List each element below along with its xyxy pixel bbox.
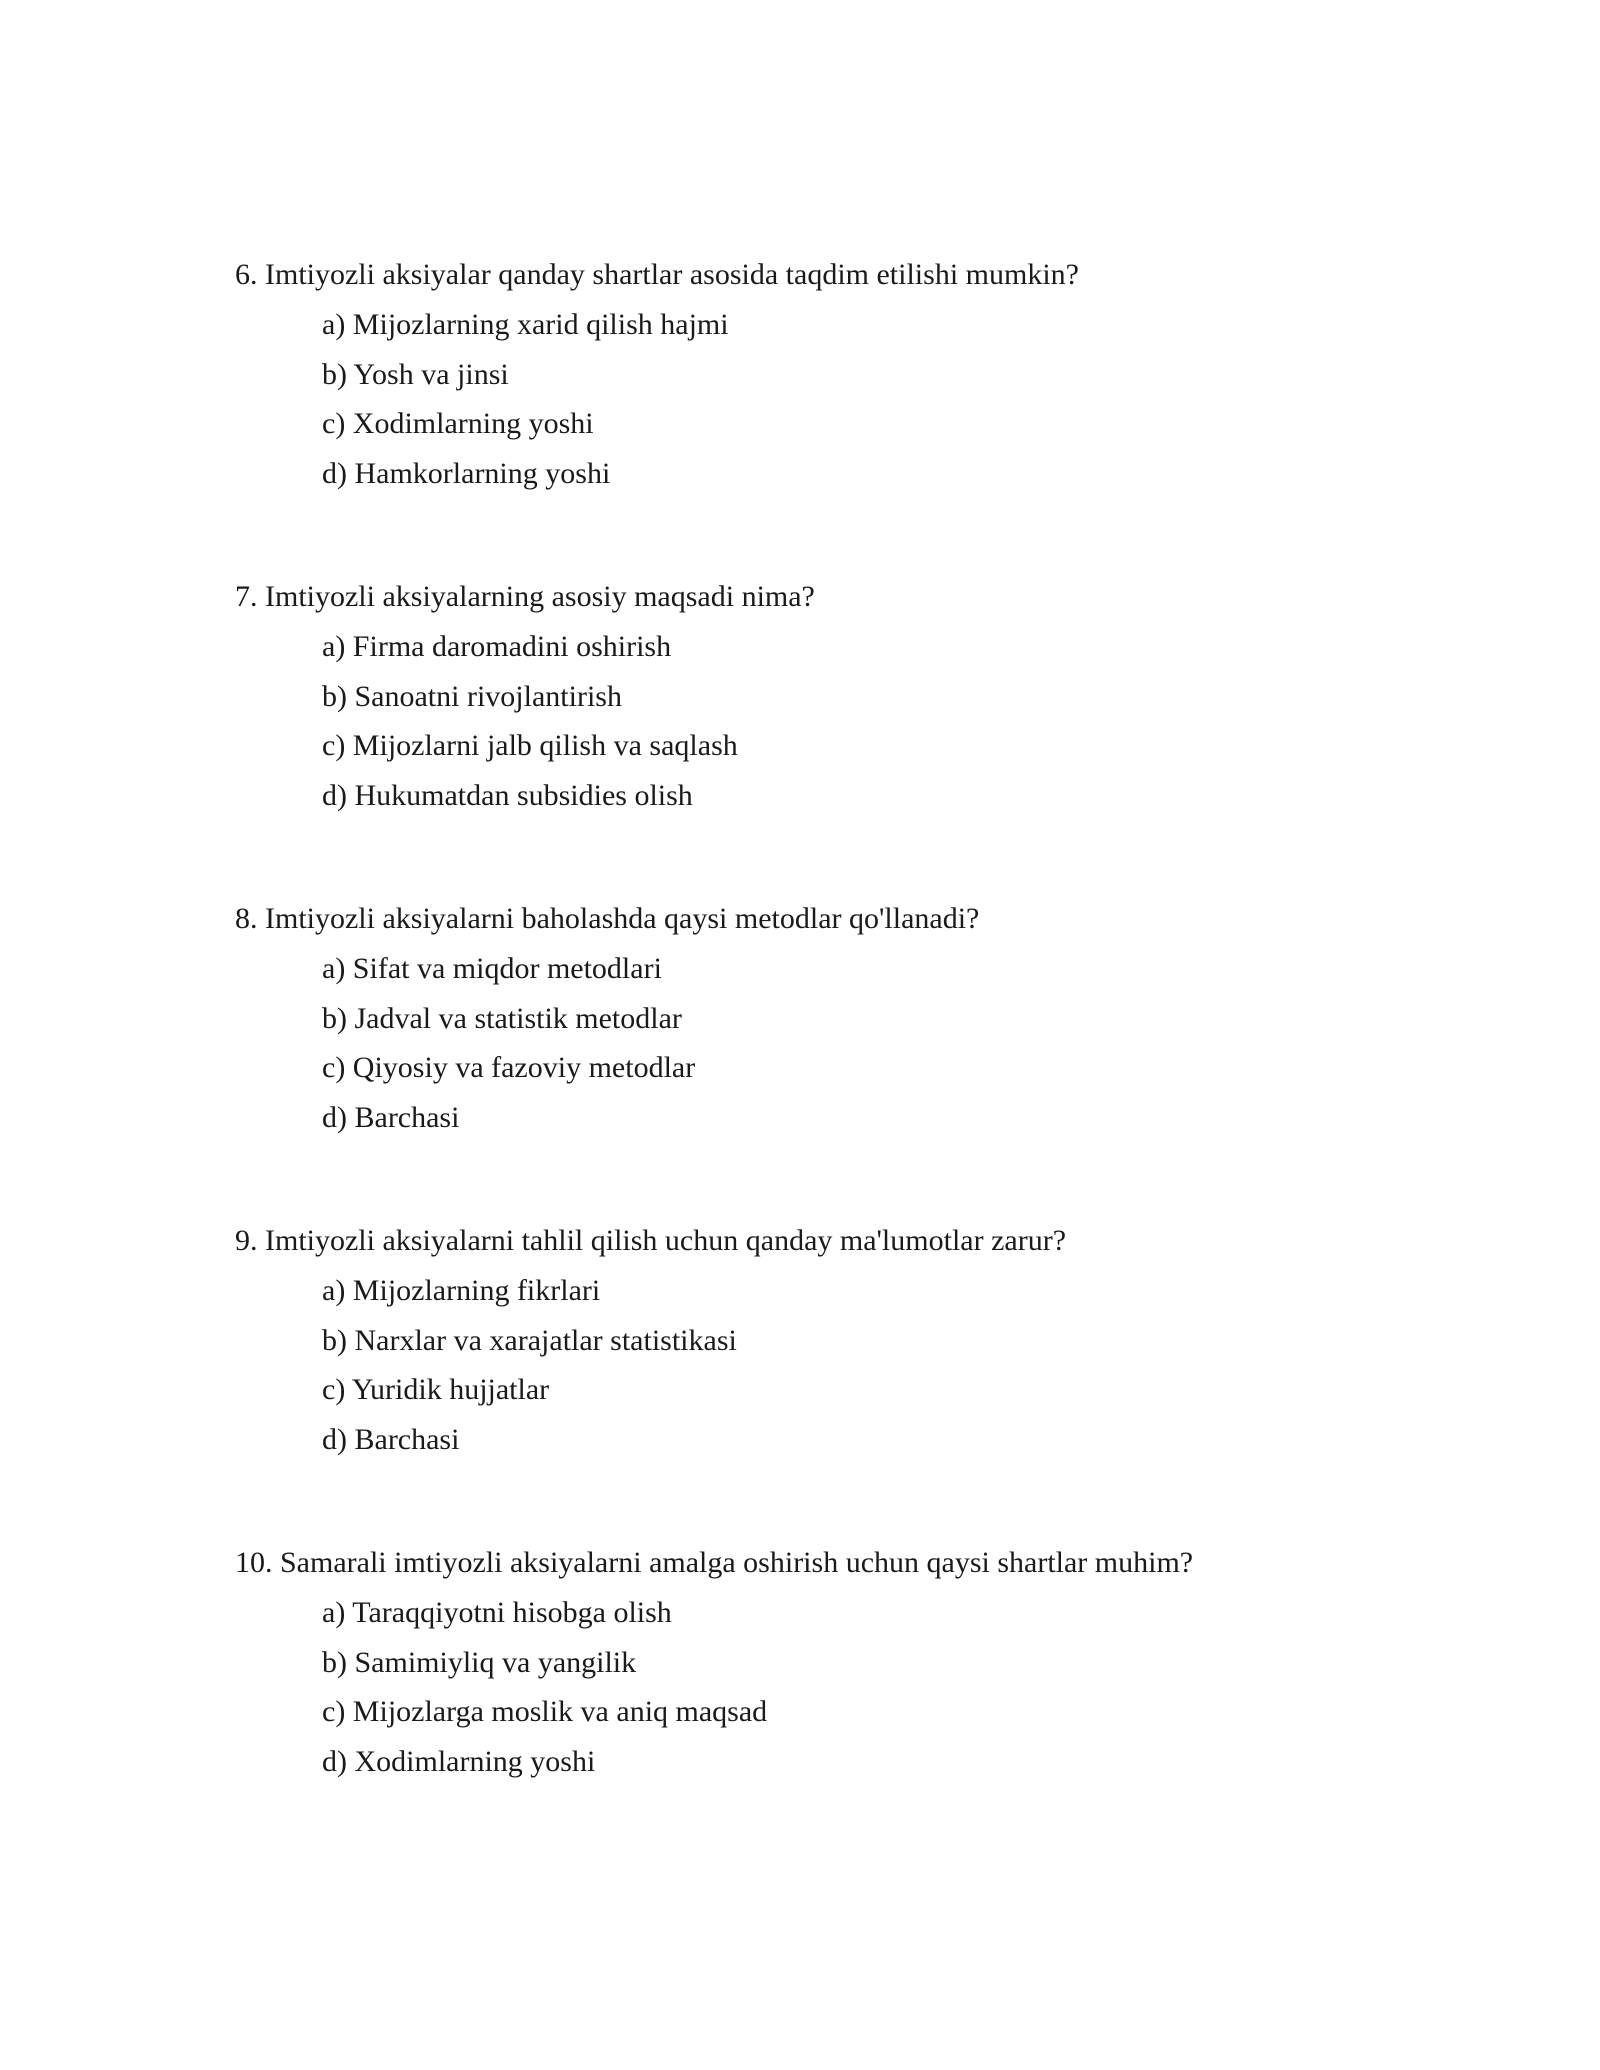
answer-option-a: a) Mijozlarning xarid qilish hajmi <box>322 308 729 341</box>
question-text: 9. Imtiyozli aksiyalarni tahlil qilish uchun qanday ma'lumotlar zarur? <box>235 1224 1067 1257</box>
answer-option-a: a) Taraqqiyotni hisobga olish <box>322 1596 672 1629</box>
question-text: 10. Samarali imtiyozli aksiyalarni amalga oshirish uchun qaysi shartlar muhim? <box>235 1546 1194 1579</box>
question-text: 6. Imtiyozli aksiyalar qanday shartlar asosida taqdim etilishi mumkin? <box>235 258 1079 291</box>
answer-option-d: d) Barchasi <box>322 1422 460 1456</box>
answer-option-c: c) Mijozlarni jalb qilish va saqlash <box>322 729 738 762</box>
question-7 <box>235 579 1435 827</box>
answer-options <box>322 629 1435 827</box>
answer-option-b: b) Sanoatni rivojlantirish <box>322 679 622 713</box>
answer-option-a: a) Sifat va miqdor metodlari <box>322 952 662 985</box>
question-6 <box>235 257 1435 505</box>
answer-option-c: c) Yuridik hujjatlar <box>322 1373 550 1406</box>
answer-option-a: a) Mijozlarning fikrlari <box>322 1274 601 1307</box>
question-text: 8. Imtiyozli aksiyalarni baholashda qaysi metodlar qo'llanadi? <box>235 902 980 935</box>
answer-option-c: c) Xodimlarning yoshi <box>322 407 594 440</box>
question-9 <box>235 1223 1435 1471</box>
question-text: 7. Imtiyozli aksiyalarning asosiy maqsadi nima? <box>235 580 815 613</box>
answer-option-b: b) Narxlar va xarajatlar statistikasi <box>322 1323 737 1357</box>
answer-option-b: b) Jadval va statistik metodlar <box>322 1001 682 1035</box>
question-8 <box>235 901 1435 1149</box>
answer-option-d: d) Xodimlarning yoshi <box>322 1744 596 1778</box>
answer-option-c: c) Mijozlarga moslik va aniq maqsad <box>322 1695 768 1728</box>
answer-options <box>322 951 1435 1149</box>
answer-option-b: b) Yosh va jinsi <box>322 357 509 391</box>
answer-option-d: d) Barchasi <box>322 1100 460 1134</box>
answer-option-c: c) Qiyosiy va fazoviy metodlar <box>322 1051 696 1084</box>
answer-options <box>322 1273 1435 1471</box>
answer-option-d: d) Hamkorlarning yoshi <box>322 456 611 490</box>
answer-option-d: d) Hukumatdan subsidies olish <box>322 778 693 812</box>
answer-options <box>322 1595 1435 1793</box>
question-10 <box>235 1545 1435 1793</box>
answer-options <box>322 307 1435 505</box>
answer-option-b: b) Samimiyliq va yangilik <box>322 1645 637 1679</box>
answer-option-a: a) Firma daromadini oshirish <box>322 630 672 663</box>
